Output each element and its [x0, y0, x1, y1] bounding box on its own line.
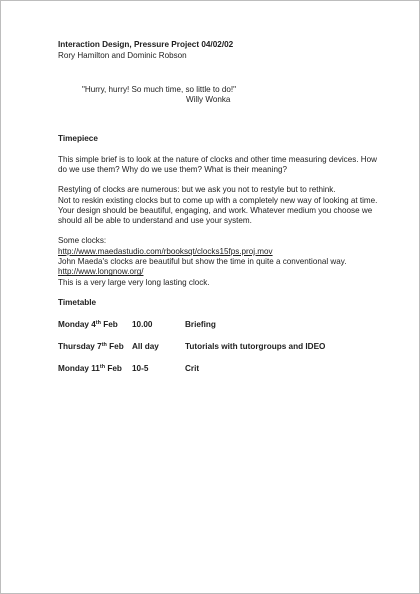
longnow-link[interactable]: http://www.longnow.org/ [58, 267, 144, 277]
timetable-event: Crit [185, 364, 200, 374]
longnow-note: This is a very large very long lasting clock. [58, 277, 210, 287]
design-line: Your design should be beautiful, engaging, and work. Whatever medium you choose we should all be able to understand and use your system. [58, 205, 373, 226]
timetable-time: 10.00 [132, 320, 153, 330]
table-row [58, 320, 325, 342]
section-heading-timetable: Timetable [58, 297, 97, 307]
quote-text: "Hurry, hurry! So much time, so little to do!" [82, 84, 237, 94]
some-clocks-label: Some clocks: [58, 236, 107, 246]
quote-block [82, 85, 388, 106]
timetable-event: Tutorials with tutorgroups and IDEO [185, 342, 326, 352]
maeda-clocks-note: John Maeda's clocks are beautiful but show the time in quite a conventional way. [58, 257, 347, 267]
reskin-line: Not to reskin existing clocks but to come up with a completely new way of looking at time. [58, 195, 378, 205]
timetable [58, 320, 325, 386]
timetable-day: Monday 11th Feb [58, 364, 122, 374]
restyle-line: Restyling of clocks are numerous: but we ask you not to restyle but to rethink. [58, 185, 336, 195]
timetable-day: Monday 4th Feb [58, 320, 118, 330]
timetable-time: 10-5 [132, 364, 149, 374]
maeda-clocks-link[interactable]: http://www.maedastudio.com/rbooksqt/clocks15fps.proj.mov [58, 246, 273, 256]
table-row [58, 342, 325, 364]
timetable-day: Thursday 7th Feb [58, 342, 124, 352]
timetable-time: All day [132, 342, 159, 352]
document-authors: Rory Hamilton and Dominic Robson [58, 50, 187, 60]
timetable-event: Briefing [185, 320, 216, 330]
quote-attribution: Willy Wonka [186, 95, 231, 105]
section-heading-timepiece: Timepiece [58, 134, 98, 144]
document-title: Interaction Design, Pressure Project 04/02/02 [58, 40, 234, 49]
document-content [58, 40, 388, 386]
table-row [58, 364, 325, 386]
intro-paragraph: This simple brief is to look at the nature of clocks and other time measuring devices. How do we use them? Why do we use them? What is their meaning? [58, 154, 377, 174]
